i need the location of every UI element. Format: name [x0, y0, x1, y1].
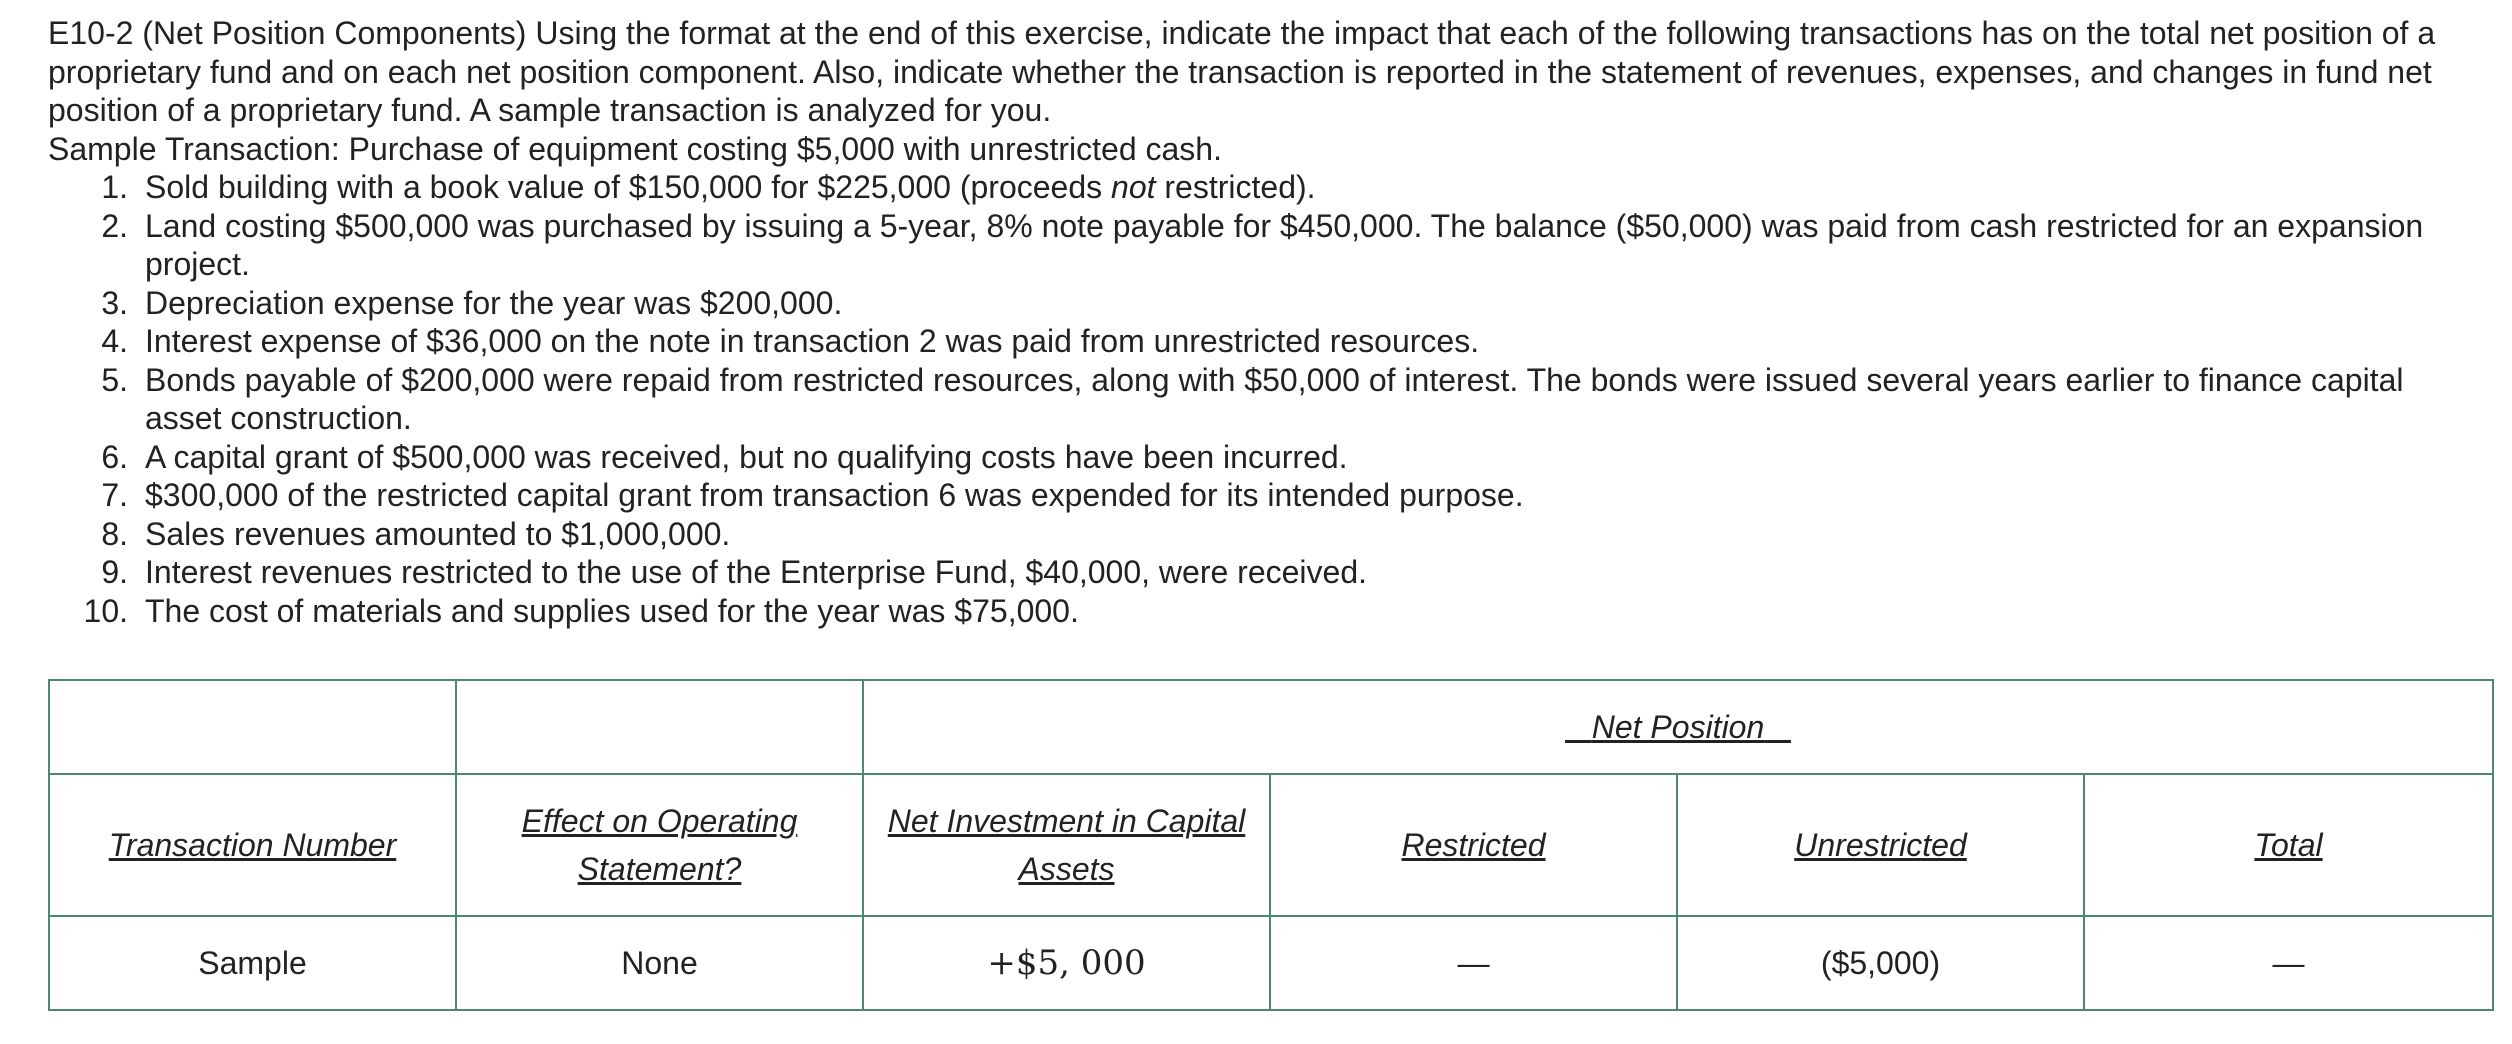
list-item: 8. Sales revenues amounted to $1,000,000. — [101, 515, 731, 552]
cell-effect: None — [456, 916, 863, 1010]
list-item: 2. Land costing $500,000 was purchased by issuing a 5-year, 8% note payable for $450,000. The balance ($50,000) was paid from cash restricted for an expansion project. — [101, 207, 2424, 282]
exercise-text — [48, 14, 2468, 630]
table-header-row — [49, 774, 2493, 916]
list-item: 9. Interest revenues restricted to the use of the Enterprise Fund, $40,000, were received. — [101, 554, 1368, 590]
cell-unrestricted: ($5,000) — [1677, 916, 2084, 1010]
list-item: 6. A capital grant of $500,000 was received, but no qualifying costs have been incurred. — [101, 438, 1348, 475]
sample-transaction-text: Sample Transaction: Purchase of equipment costing $5,000 with unrestricted cash. — [48, 130, 1222, 167]
table-cell-empty — [49, 680, 456, 774]
list-item: 3. Depreciation expense for the year was $200,000. — [101, 284, 843, 321]
table-row — [49, 916, 2493, 1010]
cell-transaction-sample: Sample — [49, 916, 456, 1010]
list-item: 5. Bonds payable of $200,000 were repaid from restricted resources, along with $50,000 of interest. The bonds were issued several years earlier to finance capital asset construction. — [101, 361, 2404, 436]
cell-total: — — [2084, 916, 2493, 1010]
exercise-intro: E10-2 (Net Position Components) Using the format at the end of this exercise, indicate the impact that each of the following transactions has on the total net position of a proprietary fund and on each net position component. Also, indicate whether the transaction is reported in the statement of revenues, expenses, and changes in fund net position of a proprietary fund. A sample transaction is analyzed for you. — [48, 15, 2436, 128]
net-position-group-header: Net Position — [863, 680, 2493, 774]
header-total: Total — [2084, 774, 2493, 916]
list-item: 7. $300,000 of the restricted capital grant from transaction 6 was expended for its intended purpose. — [101, 477, 1524, 513]
table-cell-empty — [456, 680, 863, 774]
header-restricted: Restricted — [1270, 774, 1677, 916]
header-unrestricted: Unrestricted — [1677, 774, 2084, 916]
cell-net-investment: +$5, 000 — [863, 916, 1270, 1010]
list-item: 10. The cost of materials and supplies used for the year was $75,000. — [83, 592, 1079, 629]
net-position-format-table — [48, 679, 2494, 1011]
transaction-list — [48, 168, 2468, 630]
list-item: 1. Sold building with a book value of $150,000 for $225,000 (proceeds not restricted). — [101, 169, 1316, 205]
header-effect-on-operating-statement: Effect on Operating Statement? — [456, 774, 863, 916]
list-item: 4. Interest expense of $36,000 on the note in transaction 2 was paid from unrestricted resources. — [101, 323, 1480, 359]
header-net-investment-in-capital-assets: Net Investment in Capital Assets — [863, 774, 1270, 916]
header-transaction-number: Transaction Number — [49, 774, 456, 916]
table-row — [49, 680, 2493, 774]
cell-restricted: — — [1270, 916, 1677, 1010]
